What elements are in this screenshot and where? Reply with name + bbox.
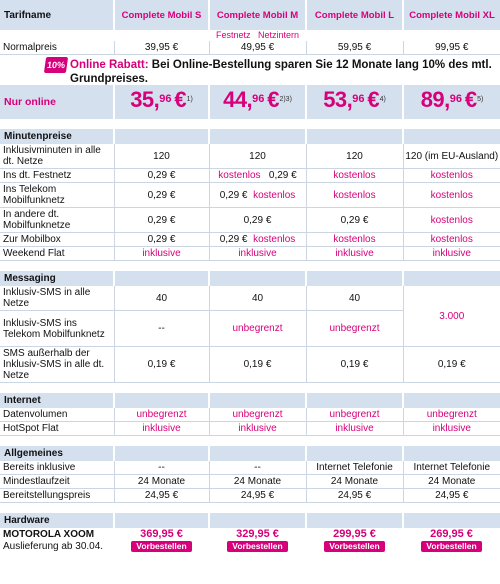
table-row [0, 183, 500, 208]
cell: inklusive [114, 422, 209, 436]
device-price-m: 329,95 € [236, 527, 279, 540]
online-price-l: 53,96 €$^{4)}$ [306, 85, 403, 119]
availability-text: Auslieferung ab 30.04. [3, 540, 104, 552]
cell: unbegrenzt [209, 311, 306, 347]
rabatt-row [0, 55, 500, 86]
section-title: Internet [0, 393, 114, 408]
cell: 49,95 € [209, 41, 306, 55]
cell: 24,95 € [403, 489, 500, 503]
cell-split: 0,29 € kostenlos [209, 183, 306, 208]
cell: kostenlos [306, 233, 403, 247]
online-price-xl: 89,96 €$^{5)}$ [403, 85, 500, 119]
row-label: Mindestlaufzeit [0, 475, 114, 489]
preorder-button-s[interactable]: Vorbestellen [131, 541, 191, 552]
cell: 40 [306, 286, 403, 311]
cell: inklusive [209, 422, 306, 436]
section-title: Minutenpreise [0, 129, 114, 144]
row-label: Inklusivminuten in alle dt. Netze [0, 144, 114, 169]
table-row [0, 422, 500, 436]
plan-m-festnetz[interactable]: Festnetz [215, 30, 251, 40]
cell: kostenlos [403, 183, 500, 208]
cell: Internet Telefonie [306, 461, 403, 475]
plan-m-header[interactable]: Complete Mobil M [209, 0, 306, 30]
cell: inklusive [403, 422, 500, 436]
section-messaging [0, 271, 500, 286]
cell: -- [114, 311, 209, 347]
cell: 0,19 € [306, 347, 403, 383]
cell: 40 [114, 286, 209, 311]
section-title: Hardware [0, 513, 114, 528]
table-row [0, 169, 500, 183]
header-row [0, 0, 500, 30]
section-title: Messaging [0, 271, 114, 286]
cell: 120 (im EU-Ausland) [403, 144, 500, 169]
cell-xl-sms: 3.000 [403, 286, 500, 347]
rabatt-banner [70, 58, 495, 86]
cell: 40 [209, 286, 306, 311]
device-price-l: 299,95 € [333, 527, 376, 540]
cell: 0,29 € [209, 208, 306, 233]
cell: unbegrenzt [306, 311, 403, 347]
section-title: Allgemeines [0, 446, 114, 461]
cell: kostenlos [403, 233, 500, 247]
cell: 99,95 € [403, 41, 500, 55]
cell: unbegrenzt [403, 408, 500, 422]
cell: unbegrenzt [306, 408, 403, 422]
table-row [0, 461, 500, 475]
online-label: Nur online [0, 85, 114, 119]
cell: inklusive [114, 247, 209, 261]
header-sub-row [0, 30, 500, 41]
row-label: Inklusiv-SMS ins Telekom Mobilfunknetz [0, 311, 114, 347]
cell: 24 Monate [403, 475, 500, 489]
table-row [0, 286, 500, 311]
plan-xl-header[interactable]: Complete Mobil XL [403, 0, 500, 30]
preorder-button-l[interactable]: Vorbestellen [324, 541, 384, 552]
cell: unbegrenzt [209, 408, 306, 422]
cell: inklusive [306, 247, 403, 261]
device-name: MOTOROLA XOOM [3, 528, 95, 540]
row-label: HotSpot Flat [0, 422, 114, 436]
section-hardware [0, 513, 500, 528]
table-row [0, 233, 500, 247]
cell: 120 [306, 144, 403, 169]
preorder-button-m[interactable]: Vorbestellen [227, 541, 287, 552]
cell: 39,95 € [114, 41, 209, 55]
cell: 0,29 € [114, 183, 209, 208]
table-row [0, 247, 500, 261]
section-minutenpreise [0, 129, 500, 144]
plan-l-header[interactable]: Complete Mobil L [306, 0, 403, 30]
cell: kostenlos [306, 183, 403, 208]
row-label: Datenvolumen [0, 408, 114, 422]
cell: 24 Monate [306, 475, 403, 489]
cell: 24,95 € [209, 489, 306, 503]
device-price-s: 369,95 € [140, 527, 183, 540]
cell: 24 Monate [209, 475, 306, 489]
section-allgemeines [0, 446, 500, 461]
cell: 120 [114, 144, 209, 169]
online-price-row [0, 85, 500, 119]
cell: 24,95 € [114, 489, 209, 503]
cell: 24,95 € [306, 489, 403, 503]
tariff-label: Tarifname [0, 0, 114, 30]
table-row [0, 144, 500, 169]
cell: -- [209, 461, 306, 475]
cell: 120 [209, 144, 306, 169]
table-row [0, 347, 500, 383]
discount-badge: 10% [44, 57, 68, 73]
preorder-button-xl[interactable]: Vorbestellen [421, 541, 481, 552]
cell: Internet Telefonie [403, 461, 500, 475]
cell: 24 Monate [114, 475, 209, 489]
cell: 0,19 € [209, 347, 306, 383]
cell: kostenlos [306, 169, 403, 183]
cell: inklusive [306, 422, 403, 436]
table-row [0, 489, 500, 503]
section-internet [0, 393, 500, 408]
cell: inklusive [403, 247, 500, 261]
cell-split: 0,29 € kostenlos [209, 233, 306, 247]
cell: kostenlos [403, 208, 500, 233]
cell: 0,29 € [114, 233, 209, 247]
rabatt-text: Bei Online-Bestellung sparen Sie 12 Monate lang 10% des mtl. Grundpreises. [70, 59, 492, 85]
cell: 59,95 € [306, 41, 403, 55]
row-label: Ins dt. Festnetz [0, 169, 114, 183]
row-label: SMS außerhalb der Inklusiv-SMS in alle dt. Netze [0, 347, 114, 383]
row-label: In andere dt. Mobilfunknetze [0, 208, 114, 233]
table-row [0, 208, 500, 233]
plan-m-netzintern[interactable]: Netzintern [258, 30, 300, 40]
cell: 0,29 € [114, 208, 209, 233]
cell: 0,29 € [306, 208, 403, 233]
hardware-price-row [0, 528, 500, 540]
row-label: Normalpreis [0, 41, 114, 55]
normalpreis-row [0, 41, 500, 55]
row-label: Inklusiv-SMS in alle Netze [0, 286, 114, 311]
rabatt-highlight: Online Rabatt: [70, 59, 149, 71]
cell-split: kostenlos 0,29 € [209, 169, 306, 183]
row-label: Ins Telekom Mobilfunknetz [0, 183, 114, 208]
hardware-order-row [0, 540, 500, 552]
online-price-m: 44,96 €$^{2)3)}$ [209, 85, 306, 119]
row-label: Weekend Flat [0, 247, 114, 261]
table-row [0, 475, 500, 489]
row-label: Bereitstellungspreis [0, 489, 114, 503]
row-label: Bereits inklusive [0, 461, 114, 475]
table-row [0, 408, 500, 422]
plan-s-header[interactable]: Complete Mobil S [114, 0, 209, 30]
cell: 0,19 € [403, 347, 500, 383]
cell: -- [114, 461, 209, 475]
cell: kostenlos [403, 169, 500, 183]
plan-m-subtabs [209, 30, 306, 41]
row-label: Zur Mobilbox [0, 233, 114, 247]
device-price-xl: 269,95 € [430, 527, 473, 540]
online-price-s: 35,96 €$^{1)}$ [114, 85, 209, 119]
cell: inklusive [209, 247, 306, 261]
cell: unbegrenzt [114, 408, 209, 422]
cell: 0,19 € [114, 347, 209, 383]
cell: 0,29 € [114, 169, 209, 183]
